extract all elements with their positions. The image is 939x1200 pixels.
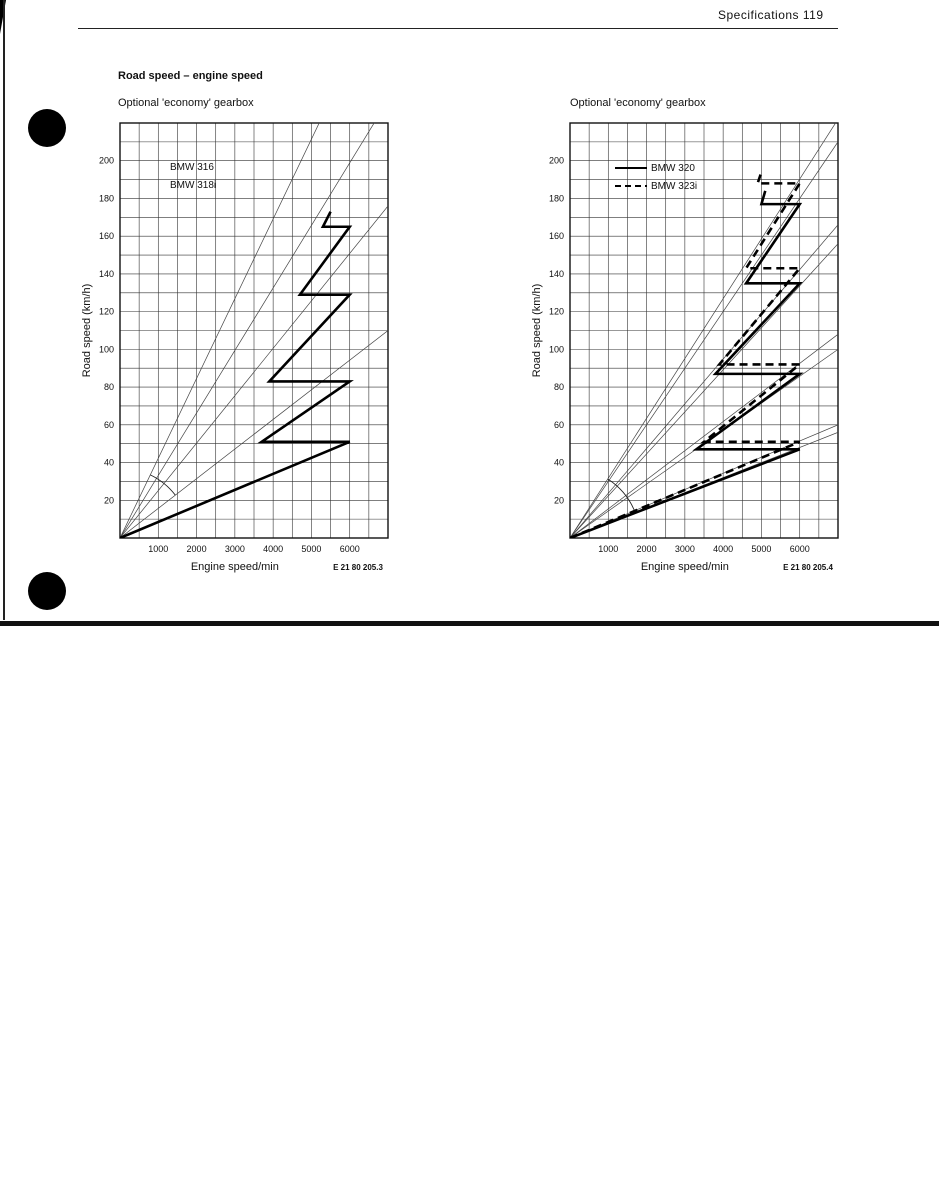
y-tick-label: 80 — [103, 382, 114, 393]
x-axis-title: Engine speed/min — [640, 561, 729, 573]
y-tick-label: 140 — [548, 268, 564, 279]
chart-right-subtitle: Optional 'economy' gearbox — [570, 97, 706, 109]
y-tick-label: 100 — [548, 344, 564, 355]
y-tick-label: 200 — [98, 155, 114, 166]
y-tick-label: 180 — [98, 193, 114, 204]
binding-edge — [3, 0, 5, 620]
y-axis-title: Road speed (km/h) — [81, 283, 93, 378]
y-tick-label: 20 — [103, 495, 114, 506]
legend-label: BMW 318i — [170, 180, 217, 191]
speed-range-arc — [608, 479, 635, 512]
y-tick-label: 160 — [548, 231, 564, 242]
x-axis-title: Engine speed/min — [190, 561, 279, 573]
chart-left — [70, 115, 410, 585]
y-tick-label: 200 — [548, 155, 564, 166]
y-tick-label: 180 — [548, 193, 564, 204]
x-tick-label: 3000 — [674, 544, 695, 554]
x-tick-label: 1000 — [148, 544, 169, 554]
y-tick-label: 120 — [98, 306, 114, 317]
y-tick-label: 160 — [98, 231, 114, 242]
y-tick-label: 40 — [553, 457, 564, 468]
legend-label: BMW 316 — [170, 162, 214, 173]
punch-hole-bottom — [28, 572, 66, 610]
x-tick-label: 2000 — [636, 544, 657, 554]
y-tick-label: 20 — [553, 495, 564, 506]
figure-code: E 21 80 205.3 — [333, 563, 383, 572]
y-tick-label: 80 — [553, 382, 564, 393]
chart-left-subtitle: Optional 'economy' gearbox — [118, 97, 254, 109]
punch-hole-top — [28, 109, 66, 147]
y-tick-label: 60 — [553, 419, 564, 430]
x-tick-label: 2000 — [186, 544, 207, 554]
x-tick-label: 1000 — [598, 544, 619, 554]
x-tick-label: 6000 — [339, 544, 360, 554]
x-tick-label: 4000 — [263, 544, 284, 554]
chart-right — [520, 115, 860, 585]
scan-bottom-band — [0, 621, 939, 626]
figure-code: E 21 80 205.4 — [783, 563, 833, 572]
header-rule — [78, 28, 838, 29]
x-tick-label: 4000 — [713, 544, 734, 554]
section-title: Road speed – engine speed — [118, 70, 263, 82]
page-header: Specifications 119 — [718, 8, 824, 22]
y-tick-label: 120 — [548, 306, 564, 317]
x-tick-label: 6000 — [789, 544, 810, 554]
x-tick-label: 3000 — [224, 544, 245, 554]
legend-label: BMW 320 — [651, 163, 695, 174]
y-axis-title: Road speed (km/h) — [531, 283, 543, 378]
y-tick-label: 100 — [98, 344, 114, 355]
y-tick-label: 40 — [103, 457, 114, 468]
legend-label: BMW 323i — [651, 181, 698, 192]
y-tick-label: 60 — [103, 419, 114, 430]
x-tick-label: 5000 — [301, 544, 322, 554]
y-tick-label: 140 — [98, 268, 114, 279]
x-tick-label: 5000 — [751, 544, 772, 554]
